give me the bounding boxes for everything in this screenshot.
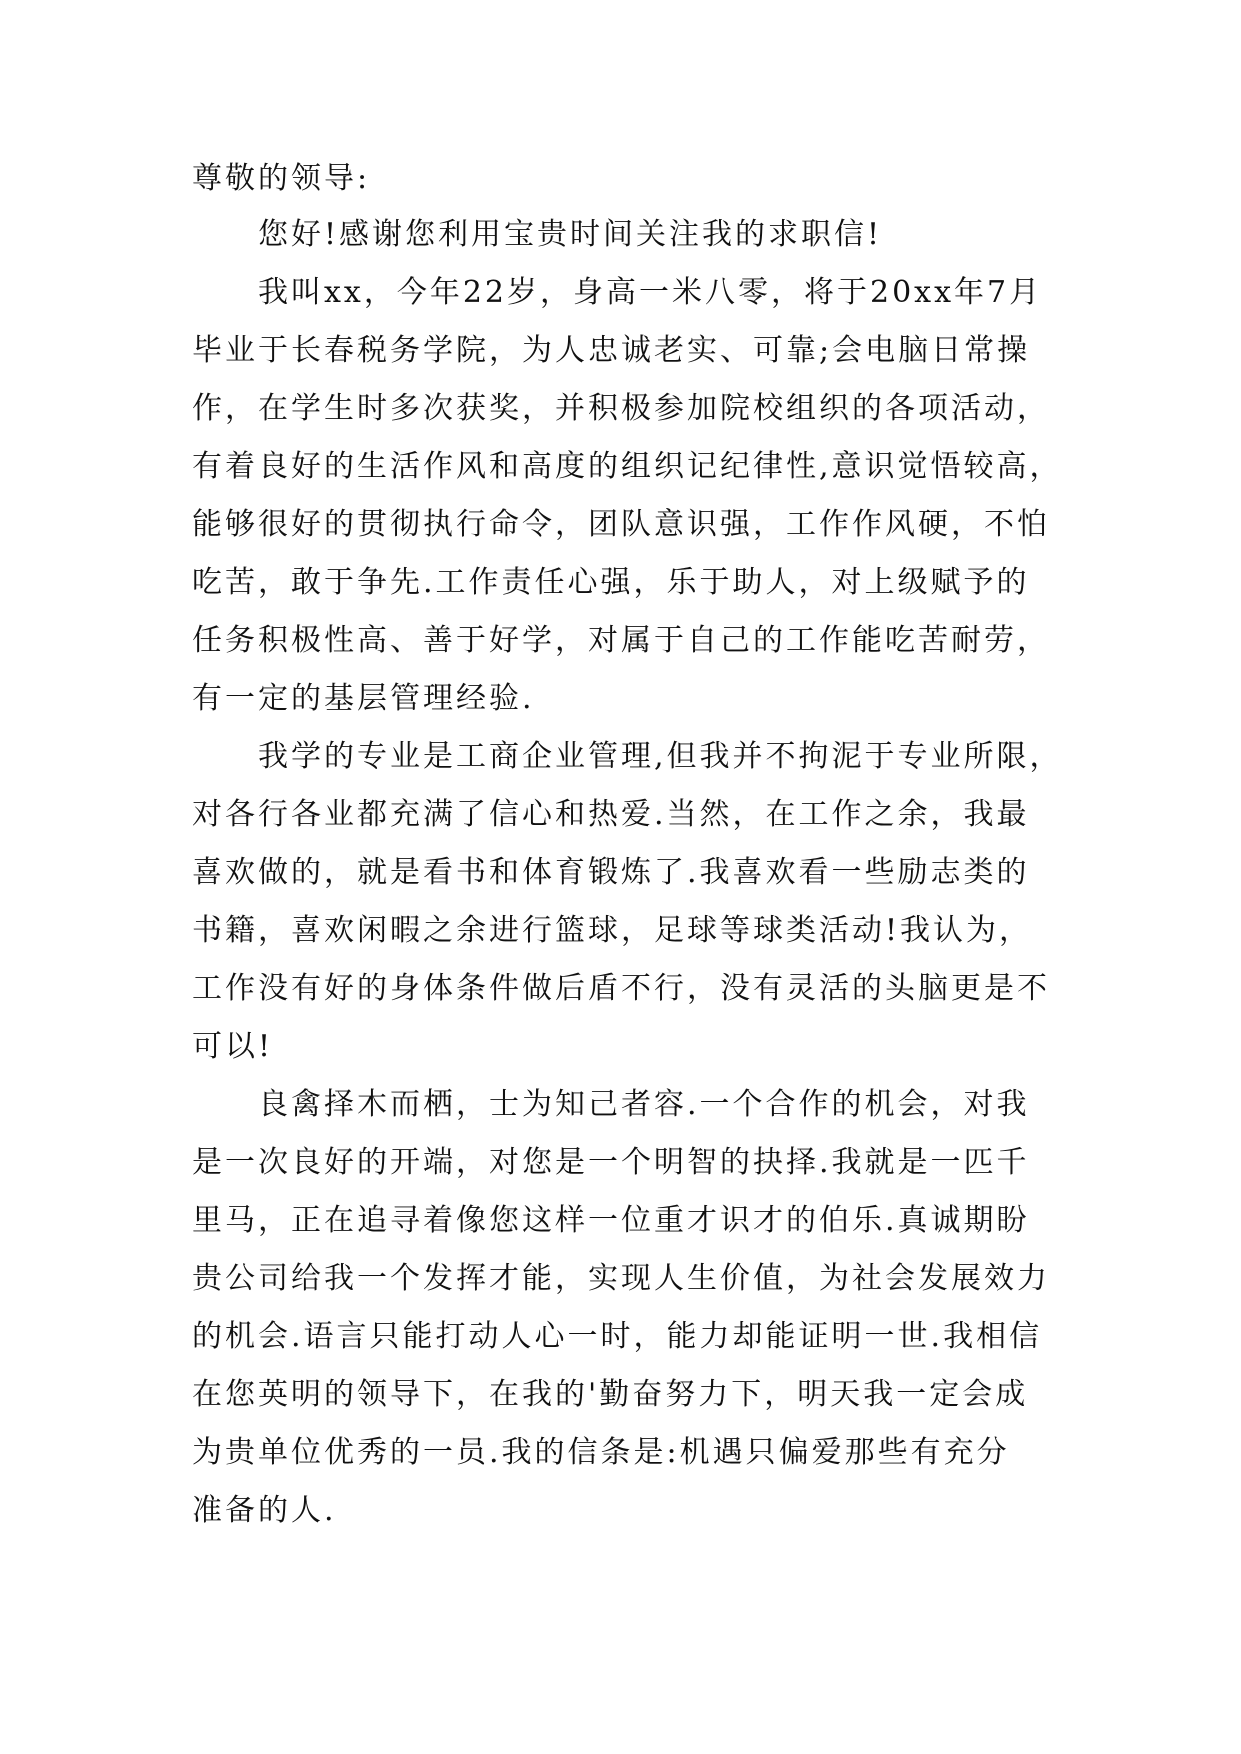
paragraph-line: 吃苦，敢于争先.工作责任心强，乐于助人，对上级赋予的 bbox=[192, 565, 1030, 600]
paragraph-line: 可以! bbox=[192, 1029, 274, 1064]
paragraph-line: 作，在学生时多次获奖，并积极参加院校组织的各项活动， bbox=[192, 391, 1050, 426]
paragraph-line: 有着良好的生活作风和高度的组织记纪律性,意识觉悟较高， bbox=[192, 449, 1063, 484]
paragraph-line: 书籍，喜欢闲暇之余进行篮球，足球等球类活动!我认为， bbox=[192, 913, 1033, 948]
paragraph-line: 我叫xx，今年22岁，身高一米八零，将于20xx年7月 bbox=[192, 275, 1043, 310]
paragraph-line: 是一次良好的开端，对您是一个明智的抉择.我就是一匹千 bbox=[192, 1145, 1030, 1180]
paragraph-introduction bbox=[192, 264, 1068, 728]
paragraph-line: 工作没有好的身体条件做后盾不行，没有灵活的头脑更是不 bbox=[192, 971, 1050, 1006]
letter-page bbox=[192, 150, 1068, 1540]
paragraph-closing bbox=[192, 1076, 1068, 1540]
paragraph-line: 有一定的基层管理经验. bbox=[192, 681, 535, 716]
paragraph-line: 的机会.语言只能打动人心一时，能力却能证明一世.我相信 bbox=[192, 1319, 1043, 1354]
letter-greeting: 尊敬的领导: bbox=[192, 161, 371, 196]
paragraph-line: 任务积极性高、善于好学，对属于自己的工作能吃苦耐劳， bbox=[192, 623, 1050, 658]
paragraph-line: 为贵单位优秀的一员.我的信条是:机遇只偏爱那些有充分 bbox=[192, 1435, 1010, 1470]
paragraph-line: 我学的专业是工商企业管理,但我并不拘泥于专业所限， bbox=[192, 739, 1063, 774]
paragraph-major-hobbies bbox=[192, 728, 1068, 1076]
paragraph-line: 在您英明的领导下，在我的'勤奋努力下，明天我一定会成 bbox=[192, 1377, 1029, 1412]
paragraph-line: 贵公司给我一个发挥才能，实现人生价值，为社会发展效力 bbox=[192, 1261, 1050, 1296]
paragraph-line: 喜欢做的，就是看书和体育锻炼了.我喜欢看一些励志类的 bbox=[192, 855, 1030, 890]
paragraph-line: 良禽择木而栖，士为知己者容.一个合作的机会，对我 bbox=[192, 1087, 1030, 1122]
paragraph-line: 您好!感谢您利用宝贵时间关注我的求职信! bbox=[192, 217, 883, 252]
paragraph-line: 里马，正在追寻着像您这样一位重才识才的伯乐.真诚期盼 bbox=[192, 1203, 1030, 1238]
paragraph-thanks bbox=[192, 206, 1068, 264]
paragraph-line: 对各行各业都充满了信心和热爱.当然，在工作之余，我最 bbox=[192, 797, 1030, 832]
paragraph-line: 毕业于长春税务学院，为人忠诚老实、可靠;会电脑日常操 bbox=[192, 333, 1031, 368]
paragraph-line: 能够很好的贯彻执行命令，团队意识强，工作作风硬，不怕 bbox=[192, 507, 1050, 542]
paragraph-line: 准备的人. bbox=[192, 1493, 337, 1528]
